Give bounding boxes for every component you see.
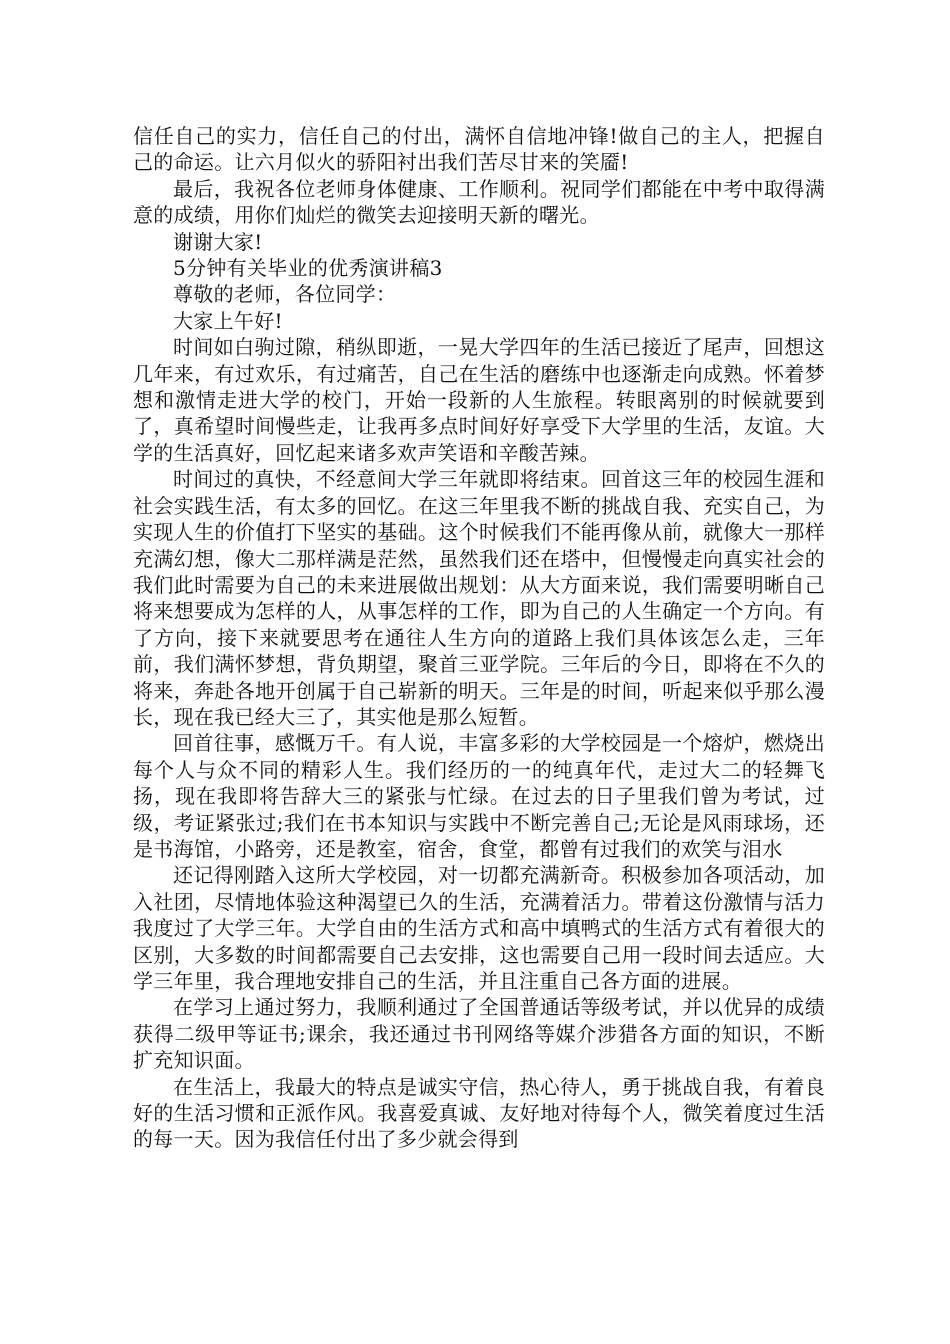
paragraph-1: 信任自己的实力，信任自己的付出，满怀自信地冲锋!做自己的主人，把握自己的命运。让六月似火的骄阳衬出我们苦尽甘来的笑靥!	[133, 124, 825, 175]
paragraph-2: 最后，我祝各位老师身体健康、工作顺利。祝同学们都能在中考中取得满意的成绩，用你们灿烂的微笑去迎接明天新的曙光。	[133, 176, 825, 228]
paragraph-3: 谢谢大家!	[173, 229, 263, 254]
paragraph-9: 回首往事，感慨万千。有人说，丰富多彩的大学校园是一个熔炉，燃烧出每个人与众不同的精彩人生。我们经历的一的纯真年代，走过大二的轻舞飞扬，现在我即将告辞大三的紧张与忙绿。在过去的日子里我们曾为考试，过级，考证紧张过;我们在书本知识与实践中不断完善自己;无论是风雨球场，还是书海馆，小路旁，还是教室，宿舍，食堂，都曾有过我们的欢笑与泪水	[133, 731, 825, 861]
paragraph-7: 时间如白驹过隙，稍纵即逝，一晃大学四年的生活已接近了尾声，回想这几年来，有过欢乐，有过痛苦，自己在生活的磨练中也逐渐走向成熟。怀着梦想和激情走进大学的校门，开始一段新的人生旅程。转眼离别的时候就要到了，真希望时间慢些走，让我再多点时间好好享受下大学里的生活，友谊。大学的生活真好，回忆起来诸多欢声笑语和辛酸苦辣。	[133, 335, 825, 465]
paragraph-12: 在生活上，我最大的特点是诚实守信，热心待人，勇于挑战自我，有着良好的生活习惯和正派作风。我喜爱真诚、友好地对待每个人，微笑着度过生活的每一天。因为我信任付出了多少就会得到	[133, 1074, 825, 1152]
greeting: 大家上午好!	[173, 308, 283, 333]
paragraph-8: 时间过的真快，不经意间大学三年就即将结束。回首这三年的校园生涯和社会实践生活，有太多的回忆。在这三年里我不断的挑战自我、充实自己，为实现人生的价值打下坚实的基础。这个时候我们不能再像从前，就像大一那样充满幻想，像大二那样满是茫然，虽然我们还在塔中，但慢慢走向真实社会的我们此时需要为自己的未来进展做出规划：从大方面来说，我们需要明晰自己将来想要成为怎样的人，从事怎样的工作，即为自己的人生确定一个方向。有了方向，接下来就要思考在通往人生方向的道路上我们具体该怎么走，三年前，我们满怀梦想，背负期望，聚首三亚学院。三年后的今日，即将在不久的将来，奔赴各地开创属于自己崭新的明天。三年是的时间，听起来似乎那么漫长，现在我已经大三了，其实他是那么短暂。	[133, 467, 825, 729]
paragraph-11: 在学习上通过努力，我顺利通过了全国普通话等级考试，并以优异的成绩获得二级甲等证书;课余，我还通过书刊网络等媒介涉猎各方面的知识，不断扩充知识面。	[133, 995, 825, 1073]
paragraph-10: 还记得刚踏入这所大学校园，对一切都充满新奇。积极参加各项活动，加入社团，尽情地体验这种渴望已久的生活，充满着活力。带着这份激情与活力我度过了大学三年。大学自由的生活方式和高中填鸭式的生活方式有着很大的区别，大多数的时间都需要自己去安排，这也需要自己用一段时间去适应。大学三年里，我合理地安排自己的生活，并且注重自己各方面的进展。	[133, 863, 825, 993]
section-heading: 5分钟有关毕业的优秀演讲稿3	[173, 256, 443, 281]
salutation: 尊敬的老师，各位同学：	[173, 282, 397, 307]
document-body	[133, 123, 825, 1153]
